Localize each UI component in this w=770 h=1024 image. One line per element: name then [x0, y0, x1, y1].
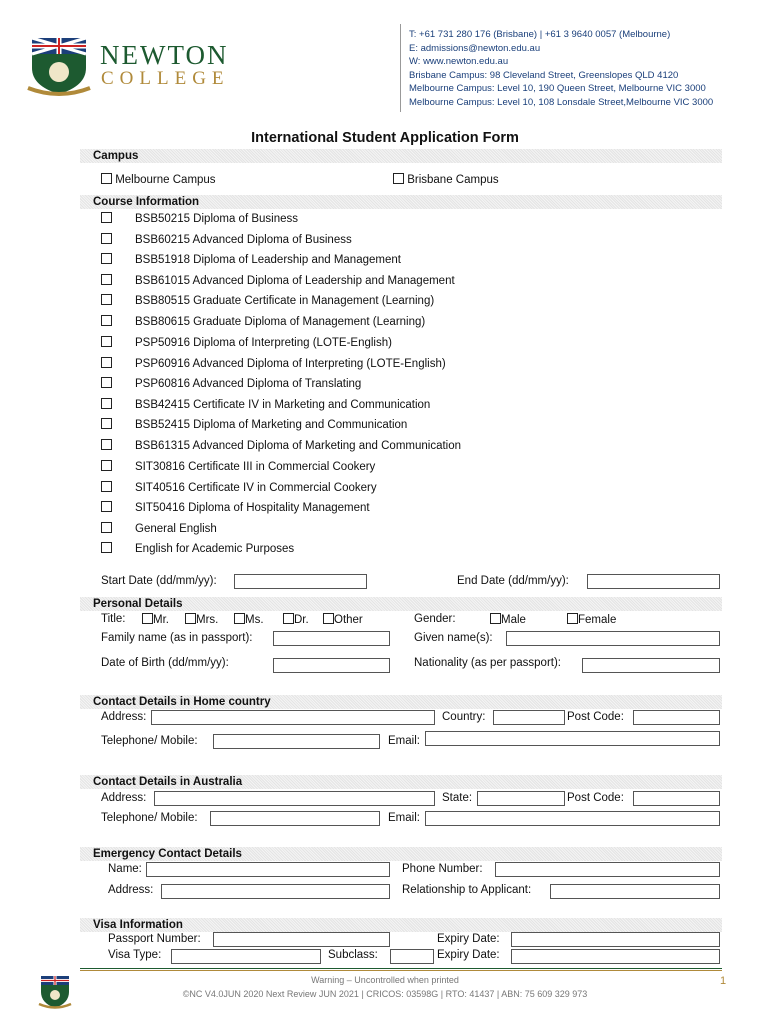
course-label: SIT40516 Certificate IV in Commercial Cookery — [135, 482, 377, 494]
passport-number-field[interactable] — [213, 932, 390, 947]
dr-checkbox[interactable] — [283, 613, 294, 624]
dob-label: Date of Birth (dd/mm/yy): — [101, 657, 229, 669]
aus-state-field[interactable] — [477, 791, 565, 806]
course-option[interactable] — [101, 315, 425, 328]
dob-field[interactable] — [273, 658, 390, 673]
course-checkbox[interactable] — [101, 233, 112, 244]
course-option[interactable] — [101, 253, 401, 266]
crest-icon — [26, 34, 92, 98]
course-label: PSP60916 Advanced Diploma of Interpreting (LOTE-English) — [135, 358, 446, 370]
header-divider — [400, 24, 401, 112]
course-option[interactable] — [101, 418, 407, 431]
family-name-field[interactable] — [273, 631, 390, 646]
course-label: BSB61315 Advanced Diploma of Marketing and Communication — [135, 440, 462, 452]
aus-telephone-field[interactable] — [210, 811, 380, 826]
course-label: BSB42415 Certificate IV in Marketing and Communication — [135, 399, 431, 411]
course-label: BSB80515 Graduate Certificate in Management (Learning) — [135, 295, 435, 307]
contact-brisbane: Brisbane Campus: 98 Cleveland Street, Greenslopes QLD 4120 — [409, 69, 679, 81]
course-label: BSB50215 Diploma of Business — [135, 213, 299, 225]
emergency-name-field[interactable] — [146, 862, 390, 877]
title-ms-option[interactable] — [234, 613, 264, 626]
course-checkbox[interactable] — [101, 398, 112, 409]
start-date-label: Start Date (dd/mm/yy): — [101, 575, 217, 587]
title-mr-option[interactable] — [142, 613, 169, 626]
home-email-field[interactable] — [425, 731, 720, 746]
personal-heading: Personal Details — [80, 597, 722, 611]
home-postcode-label: Post Code: — [567, 711, 624, 723]
aus-postcode-field[interactable] — [633, 791, 720, 806]
contact-phone: T: +61 731 280 176 (Brisbane) | +61 3 9640 0057 (Melbourne) — [409, 29, 671, 40]
campus-brisbane-option[interactable] — [393, 173, 499, 186]
course-option[interactable] — [101, 377, 361, 390]
aus-address-field[interactable] — [154, 791, 435, 806]
course-checkbox[interactable] — [101, 377, 112, 388]
mrs-checkbox[interactable] — [185, 613, 196, 624]
course-option[interactable] — [101, 501, 370, 514]
course-label: BSB60215 Advanced Diploma of Business — [135, 234, 352, 246]
course-option[interactable] — [101, 481, 377, 494]
course-label: PSP50916 Diploma of Interpreting (LOTE-English) — [135, 337, 392, 349]
passport-number-label: Passport Number: — [108, 933, 201, 945]
nationality-field[interactable] — [582, 658, 720, 673]
contact-melbourne-1: Melbourne Campus: Level 10, 190 Queen Street, Melbourne VIC 3000 — [409, 83, 706, 95]
title-mrs-option[interactable] — [185, 613, 218, 626]
home-email-label: Email: — [388, 735, 420, 747]
aus-telephone-label: Telephone/ Mobile: — [101, 812, 198, 824]
footer-rule — [80, 968, 722, 969]
emergency-name-label: Name: — [108, 863, 142, 875]
course-option[interactable] — [101, 357, 446, 370]
course-option[interactable] — [101, 460, 375, 473]
course-checkbox[interactable] — [101, 274, 112, 285]
campus-melbourne-option[interactable] — [101, 173, 216, 186]
dr-label: Dr. — [294, 614, 309, 626]
course-option[interactable] — [101, 212, 298, 225]
other-checkbox[interactable] — [323, 613, 334, 624]
female-checkbox[interactable] — [567, 613, 578, 624]
emergency-address-label: Address: — [108, 884, 154, 896]
australia-contact-heading: Contact Details in Australia — [80, 775, 722, 789]
contact-web: W: www.newton.edu.au — [409, 56, 509, 68]
course-checkbox[interactable] — [101, 439, 112, 450]
aus-address-label: Address: — [101, 792, 147, 804]
course-checkbox[interactable] — [101, 212, 112, 223]
course-label: BSB80615 Graduate Diploma of Management (Learning) — [135, 316, 426, 328]
visa-subclass-field[interactable] — [390, 949, 434, 964]
male-checkbox[interactable] — [490, 613, 501, 624]
home-telephone-label: Telephone/ Mobile: — [101, 735, 198, 747]
home-postcode-field[interactable] — [633, 710, 720, 725]
footer-info: ©NC V4.0JUN 2020 Next Review JUN 2021 | CRICOS: 03598G | RTO: 41437 | ABN: 75 609 329 973 — [182, 989, 588, 999]
course-option[interactable] — [101, 542, 294, 555]
contact-melbourne-2: Melbourne Campus: Level 10, 108 Lonsdale Street,Melbourne VIC 3000 — [409, 96, 714, 108]
visa-expiry-field[interactable] — [511, 949, 720, 964]
course-option[interactable] — [101, 398, 430, 411]
page-number: 1 — [720, 975, 727, 987]
course-checkbox[interactable] — [101, 357, 112, 368]
course-checkbox[interactable] — [101, 418, 112, 429]
visa-subclass-label: Subclass: — [328, 949, 378, 961]
aus-postcode-label: Post Code: — [567, 792, 624, 804]
melbourne-checkbox[interactable] — [101, 173, 112, 184]
course-label: BSB61015 Advanced Diploma of Leadership and Management — [135, 275, 455, 287]
home-address-label: Address: — [101, 711, 147, 723]
footer-rule-accent — [80, 970, 722, 971]
ms-checkbox[interactable] — [234, 613, 245, 624]
emergency-relationship-label: Relationship to Applicant: — [402, 884, 532, 896]
home-country-field[interactable] — [493, 710, 565, 725]
course-checkbox[interactable] — [101, 522, 112, 533]
given-name-label: Given name(s): — [414, 632, 493, 644]
passport-expiry-label: Expiry Date: — [437, 933, 500, 945]
course-label: SIT30816 Certificate III in Commercial Cookery — [135, 461, 376, 473]
melbourne-label: Melbourne Campus — [115, 174, 216, 186]
course-option[interactable] — [101, 336, 392, 349]
title-label: Title: — [101, 613, 126, 625]
course-checkbox[interactable] — [101, 253, 112, 264]
course-option[interactable] — [101, 294, 434, 307]
passport-expiry-field[interactable] — [511, 932, 720, 947]
gender-female-option[interactable] — [567, 613, 616, 626]
home-contact-heading: Contact Details in Home country — [80, 695, 722, 709]
family-name-label: Family name (as in passport): — [101, 632, 253, 644]
other-label: Other — [334, 614, 363, 626]
contact-email: E: admissions@newton.edu.au — [409, 42, 541, 54]
given-name-field[interactable] — [506, 631, 720, 646]
college-name: NEWTON — [100, 40, 229, 70]
aus-email-field[interactable] — [425, 811, 720, 826]
college-subtitle: COLLEGE — [101, 68, 230, 89]
course-checkbox[interactable] — [101, 481, 112, 492]
end-date-label: End Date (dd/mm/yy): — [457, 575, 569, 587]
course-option[interactable] — [101, 233, 352, 246]
course-option[interactable] — [101, 522, 217, 535]
gender-male-option[interactable] — [490, 613, 526, 626]
course-heading: Course Information — [80, 195, 722, 209]
home-telephone-field[interactable] — [213, 734, 380, 749]
visa-expiry-label: Expiry Date: — [437, 949, 500, 961]
campus-heading: Campus — [80, 149, 722, 163]
title-dr-option[interactable] — [283, 613, 309, 626]
title-other-option[interactable] — [323, 613, 363, 626]
aus-state-label: State: — [442, 792, 473, 804]
form-title: International Student Application Form — [251, 130, 519, 146]
course-label: BSB52415 Diploma of Marketing and Communication — [135, 419, 408, 431]
course-label: General English — [135, 523, 217, 535]
visa-type-field[interactable] — [171, 949, 321, 964]
nationality-label: Nationality (as per passport): — [414, 657, 562, 669]
mrs-label: Mrs. — [196, 614, 219, 626]
emergency-phone-field[interactable] — [495, 862, 720, 877]
visa-type-label: Visa Type: — [108, 949, 162, 961]
gender-label: Gender: — [414, 613, 456, 625]
mr-checkbox[interactable] — [142, 613, 153, 624]
course-option[interactable] — [101, 274, 455, 287]
course-checkbox[interactable] — [101, 336, 112, 347]
end-date-field[interactable] — [587, 574, 720, 589]
course-label: English for Academic Purposes — [135, 543, 295, 555]
start-date-field[interactable] — [234, 574, 367, 589]
course-checkbox[interactable] — [101, 294, 112, 305]
aus-email-label: Email: — [388, 812, 420, 824]
emergency-address-field[interactable] — [161, 884, 390, 899]
course-checkbox[interactable] — [101, 460, 112, 471]
emergency-heading: Emergency Contact Details — [80, 847, 722, 861]
course-option[interactable] — [101, 439, 461, 452]
mr-label: Mr. — [153, 614, 169, 626]
footer-warning: Warning – Uncontrolled when printed — [311, 975, 459, 985]
emergency-relationship-field[interactable] — [550, 884, 720, 899]
course-label: SIT50416 Diploma of Hospitality Management — [135, 502, 370, 514]
emergency-phone-label: Phone Number: — [402, 863, 483, 875]
visa-heading: Visa Information — [80, 918, 722, 932]
course-checkbox[interactable] — [101, 501, 112, 512]
course-label: BSB51918 Diploma of Leadership and Management — [135, 254, 401, 266]
ms-label: Ms. — [245, 614, 264, 626]
course-checkbox[interactable] — [101, 315, 112, 326]
brisbane-checkbox[interactable] — [393, 173, 404, 184]
female-label: Female — [578, 614, 617, 626]
male-label: Male — [501, 614, 526, 626]
brisbane-label: Brisbane Campus — [407, 174, 499, 186]
home-country-label: Country: — [442, 711, 486, 723]
course-checkbox[interactable] — [101, 542, 112, 553]
home-address-field[interactable] — [151, 710, 435, 725]
course-label: PSP60816 Advanced Diploma of Translating — [135, 378, 362, 390]
contact-block — [409, 28, 713, 110]
